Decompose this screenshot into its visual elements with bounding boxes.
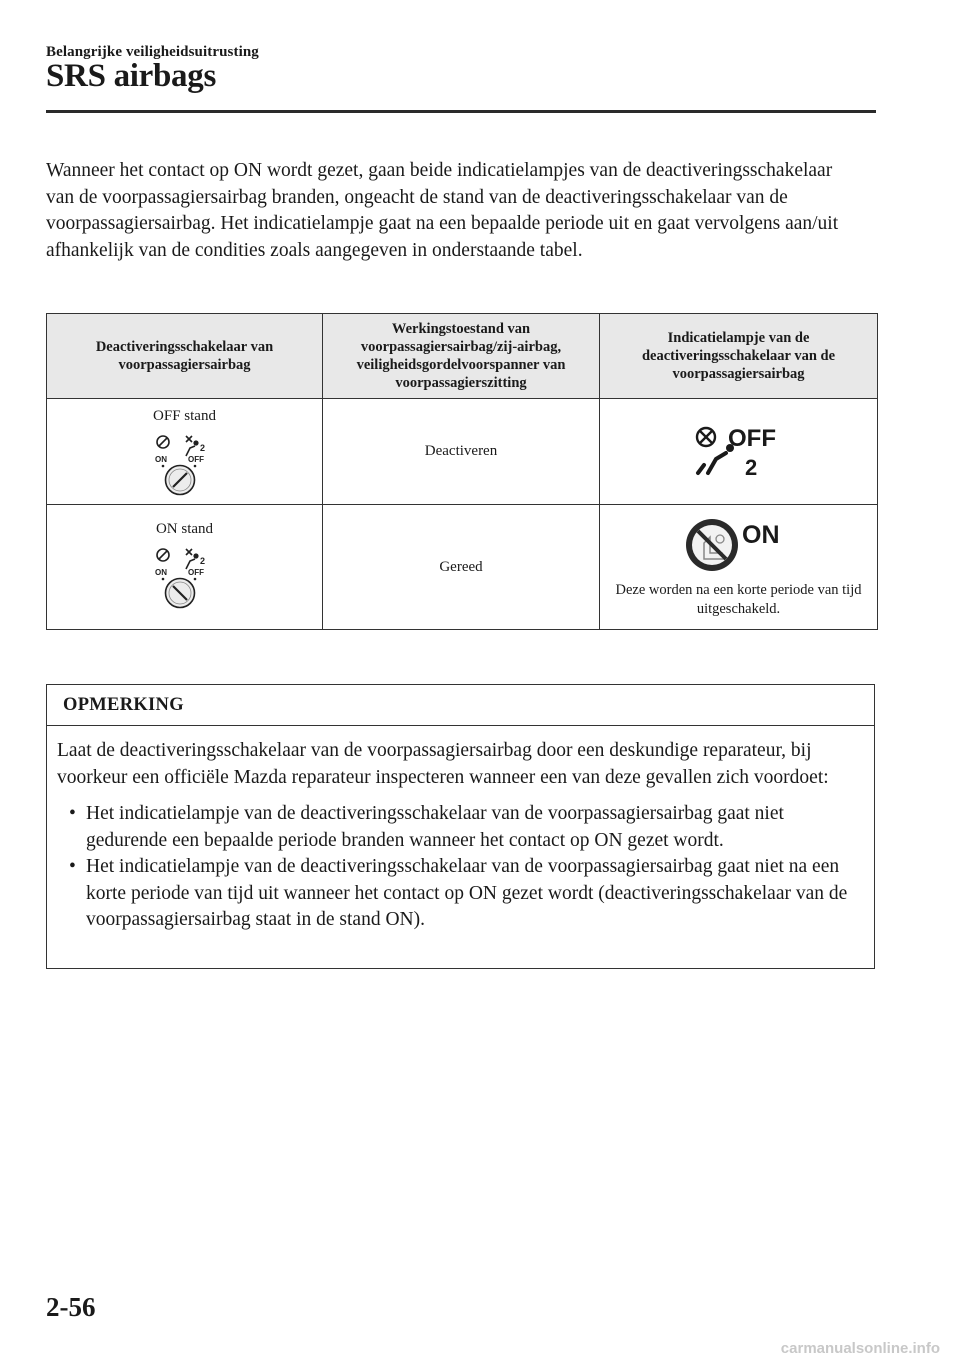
svg-text:OFF: OFF	[187, 455, 204, 464]
watermark[interactable]: carmanualsonline.info	[780, 1340, 940, 1357]
svg-text:ON: ON	[154, 455, 167, 464]
switch-position-label: ON stand	[155, 521, 214, 537]
svg-text:2: 2	[199, 556, 205, 566]
svg-text:ON: ON	[154, 568, 167, 577]
svg-text:ON: ON	[741, 521, 779, 549]
svg-text:OFF: OFF	[187, 568, 204, 577]
intro-paragraph: Wanneer het contact op ON wordt gezet, gaan beide indicatielampjes van de deactiveringsschakelaar van de voorpassagiersairbag branden, ongeacht de stand van de deactiveringsschakelaar van de voorpassagiersairbag. Het indicatielampje gaat na een bepaalde periode uit en gaat vervolgens aan/uit afhankelijk van de condities zoals aangegeven in onderstaande tabel.	[46, 160, 839, 261]
svg-text:2: 2	[199, 443, 205, 453]
indicator-status-table	[46, 313, 878, 630]
state-cell: Deactiveren	[323, 399, 600, 505]
list-item: • Het indicatielampje van de deactiveringsschakelaar van de voorpassagiersairbag gaat niet gedurende een bepaalde periode branden wanneer het contact op ON gezet wordt.	[69, 803, 784, 851]
section-label: Belangrijke veiligheidsuitrusting	[46, 44, 259, 60]
table-row	[47, 505, 878, 630]
note-text: Laat de deactiveringsschakelaar van de voorpassagiersairbag door een deskundige reparateur, bij voorkeur een officiële Mazda reparateur inspecteren wanneer een van deze gevallen zich voordoet:	[57, 740, 829, 788]
indicator-cell	[600, 399, 878, 505]
table-header-switch: Deactiveringsschakelaar van voorpassagiersairbag	[47, 314, 323, 399]
airbag-switch-on-icon	[145, 543, 225, 609]
svg-text:OFF: OFF	[727, 424, 776, 452]
table-header-indicator: Indicatielampje van de deactiveringsschakelaar van de voorpassagiersairbag	[600, 314, 878, 399]
page-title: SRS airbags	[46, 58, 216, 94]
indicator-cell	[600, 505, 878, 630]
bullet-icon: •	[69, 803, 76, 824]
airbag-on-indicator-icon	[684, 515, 794, 575]
airbag-switch-off-icon	[145, 430, 225, 496]
page-number: 2-56	[46, 1292, 96, 1322]
svg-text:2: 2	[744, 454, 757, 480]
table-row	[47, 399, 878, 505]
table-header-state: Werkingstoestand van voorpassagiersairbag/zij-airbag, veiligheidsgordelvoorspanner van voorpassagierszitting	[323, 314, 600, 399]
title-rule	[46, 110, 876, 113]
note-title: OPMERKING	[47, 685, 874, 726]
list-item: • Het indicatielampje van de deactiveringsschakelaar van de voorpassagiersairbag gaat niet na een korte periode van tijd uit wanneer het contact op ON gezet wordt (deactiveringsschakelaar van de voorpassagiersairbag staat in de stand ON).	[69, 856, 848, 930]
note-box	[46, 684, 875, 969]
bullet-icon: •	[69, 856, 76, 877]
state-cell: Gereed	[323, 505, 600, 630]
note-bullet-list	[57, 801, 860, 934]
indicator-note: Deze worden na een korte periode van tijd uitgeschakeld.	[615, 582, 862, 617]
airbag-off-indicator-icon	[684, 421, 794, 483]
switch-cell	[47, 399, 323, 505]
switch-position-label: OFF stand	[153, 408, 216, 424]
switch-cell	[47, 505, 323, 630]
table-header-row	[47, 314, 878, 399]
note-body	[47, 726, 874, 934]
